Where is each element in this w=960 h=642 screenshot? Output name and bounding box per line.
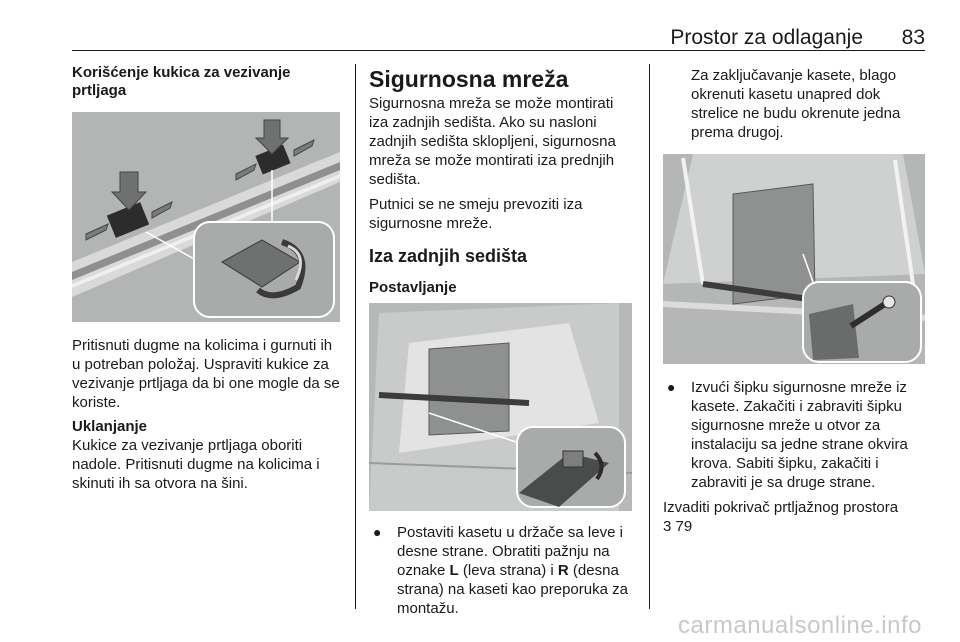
net-rod-illustration [663, 154, 925, 364]
lashing-eyes-text: Pritisnuti dugme na kolicima i gurnuti ih u potreban položaj. Uspraviti kukice za vezivanje prtljaga da bi one mogle da se koriste. [72, 337, 340, 411]
safety-net-intro: Sigurnosna mreža se može montirati iza zadnjih sedišta. Ako su nasloni zadnjih sedišta sklopljeni, sigurnosna mreža se može montirati iza prednjih sedišta. [369, 95, 616, 188]
bullet-text: Izvući šipku sigurnosne mreže iz kasete. Zakačiti i zabraviti šipku sigurnosne mreže u otvor za instalaciju sa jedne strane okvira krova. Sabiti šipku, zakačiti i zabraviti je sa druge strane. [691, 379, 908, 491]
installation-heading: Postavljanje [369, 279, 457, 296]
right-marker: R [557, 562, 569, 579]
safety-net-title: Sigurnosna mreža [369, 66, 569, 92]
bullet-text-part: (desna strana) na kaseti kao preporuka za montažu. [397, 562, 628, 617]
page-header [72, 26, 925, 51]
removal-heading: Uklanjanje [72, 418, 148, 435]
bullet-text [397, 523, 634, 618]
removal-text: Kukice za vezivanje prtljaga oboriti nadole. Pritisnuti dugme na kolicima i skinuti ih sa otvora na šini. [72, 437, 320, 492]
bullet-text-part: Postaviti kasetu u držače sa leve i desne strane. Obratiti pažnju na oznake [397, 524, 623, 579]
rail-illustration [72, 112, 340, 322]
bullet-text-part: (leva strana) i [458, 562, 558, 579]
roof-frame-illustration [663, 154, 925, 364]
behind-rear-seats-heading: Iza zadnjih sedišta [369, 246, 528, 266]
page-reference-link[interactable]: 3 79 [663, 518, 693, 535]
lock-cassette-text: Za zaključavanje kasete, blago okrenuti kasetu unapred dok strelice ne budu okrenute jedna prema drugoj. [691, 67, 901, 141]
column-right [663, 66, 925, 536]
trunk-illustration [369, 303, 632, 511]
page-number: 83 [901, 26, 925, 49]
list-item [369, 523, 634, 618]
remove-cover-text: Izvaditi pokrivač prtljažnog prostora [663, 499, 899, 516]
list-item [663, 378, 925, 492]
lashing-eyes-illustration [72, 112, 340, 322]
column-middle [369, 66, 634, 618]
safety-net-warning: Putnici se ne smeju prevoziti iza sigurnosne mreže. [369, 196, 583, 232]
lashing-eyes-heading: Korišćenje kukica za vezivanje prtljaga [72, 64, 291, 99]
section-title: Prostor za odlaganje [670, 26, 863, 49]
column-divider [649, 64, 650, 609]
watermark: carmanualsonline.info [678, 612, 922, 639]
bullet-marker: ● [373, 524, 382, 540]
lock-cassette-text-wrap [663, 66, 925, 142]
bullet-marker: ● [667, 379, 676, 395]
cassette-installation-illustration [369, 303, 632, 511]
column-divider [355, 64, 356, 609]
column-left [72, 64, 342, 493]
left-marker: L [449, 562, 459, 579]
